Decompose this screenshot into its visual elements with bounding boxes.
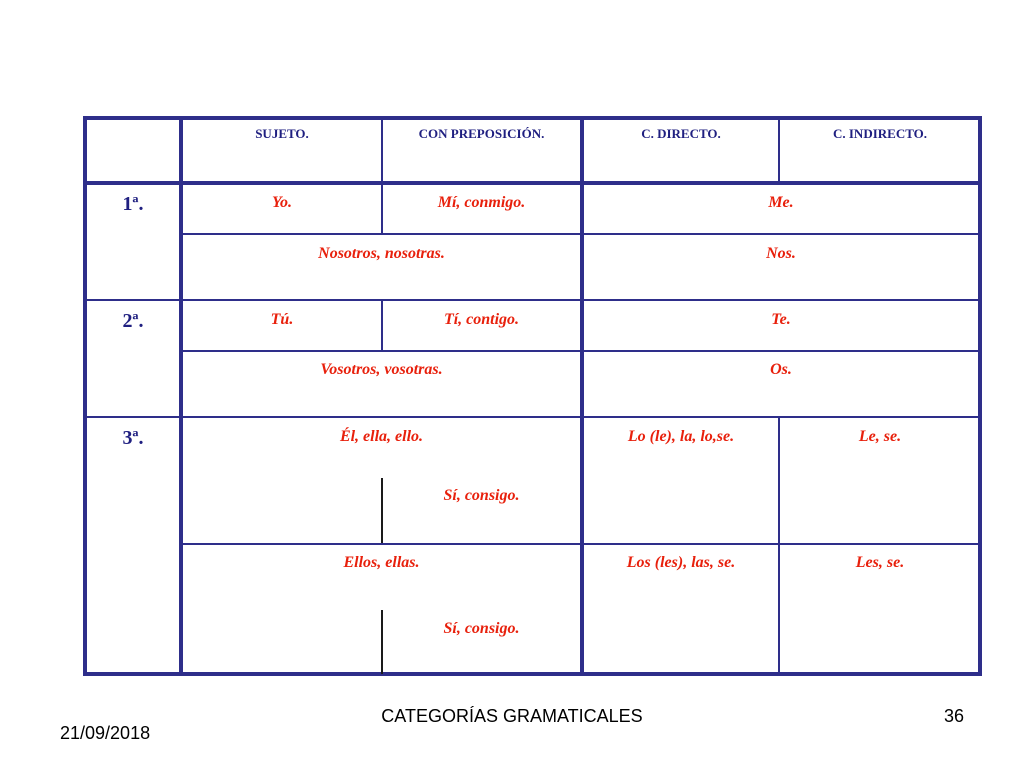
row2-split-line xyxy=(181,350,982,352)
cell-2-sing-sujeto: Tú. xyxy=(270,311,294,328)
footer-page-number: 36 xyxy=(943,706,964,726)
cell-1-plur-complemento: Nos. xyxy=(766,245,796,262)
row3-split-line xyxy=(181,543,982,545)
cell-2-plur-complemento: Os. xyxy=(770,361,792,378)
cell-2-sing-preposicion: Tí, contigo. xyxy=(443,311,520,328)
cell-3-plur-sujeto-prep: Ellos, ellas. xyxy=(343,554,420,571)
footer-date: 21/09/2018 xyxy=(60,723,151,743)
person-label-3: 3ª. xyxy=(122,427,144,449)
header-c-indirecto: C. INDIRECTO. xyxy=(832,126,928,141)
footer-title: CATEGORÍAS GRAMATICALES xyxy=(381,706,643,726)
header-sujeto: SUJETO. xyxy=(255,126,309,141)
cell-3-plur-indirecto: Les, se. xyxy=(855,554,905,571)
cell-1-sing-preposicion: Mí, conmigo. xyxy=(437,194,526,211)
cell-3-sing-indirecto: Le, se. xyxy=(858,428,902,445)
row1-split-line xyxy=(181,233,982,235)
cell-3-plur-reflexivo: Sí, consigo. xyxy=(443,620,520,637)
cell-1-sing-sujeto: Yo. xyxy=(272,194,292,211)
header-c-directo: C. DIRECTO. xyxy=(641,126,721,141)
row2-bottom-line xyxy=(83,416,982,418)
cell-2-plur-sujeto-prep: Vosotros, vosotras. xyxy=(320,361,443,378)
row1-bottom-line xyxy=(83,299,982,301)
cell-3-sing-sujeto-prep: Él, ella, ello. xyxy=(339,428,424,445)
cell-3-sing-directo: Lo (le), la, lo,se. xyxy=(627,428,735,445)
cell-3-plur-directo: Los (les), las, se. xyxy=(626,554,736,571)
person-label-2: 2ª. xyxy=(122,310,144,332)
cell-2-sing-complemento: Te. xyxy=(771,311,791,328)
cell-3-sing-reflexivo: Sí, consigo. xyxy=(443,487,520,504)
person-label-1: 1ª. xyxy=(122,193,144,215)
divider-3rd-cols xyxy=(778,417,780,676)
cell-1-sing-complemento: Me. xyxy=(768,194,794,211)
header-bottom-line xyxy=(83,181,982,185)
cell-1-plur-sujeto-prep: Nosotros, nosotras. xyxy=(318,245,445,262)
header-con-preposicion: CON PREPOSICIÓN. xyxy=(418,126,545,141)
